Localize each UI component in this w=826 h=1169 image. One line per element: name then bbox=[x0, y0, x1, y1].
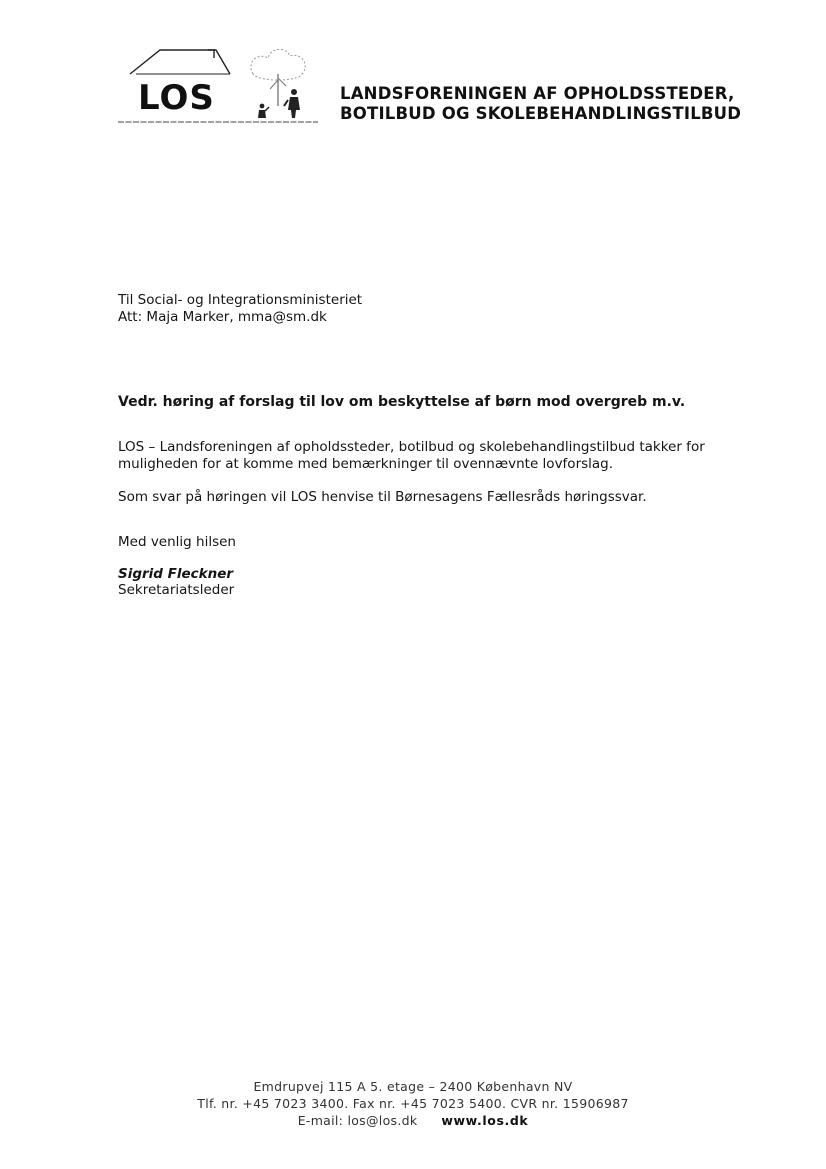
footer-contact: Tlf. nr. +45 7023 3400. Fax nr. +45 7023 5400. CVR nr. 15906987 bbox=[197, 1096, 629, 1111]
organization-name bbox=[340, 84, 741, 124]
closing-greeting: Med venlig hilsen bbox=[118, 534, 236, 550]
los-logo bbox=[118, 44, 323, 130]
signature-name: Sigrid Fleckner bbox=[118, 566, 234, 582]
body-paragraph-1 bbox=[118, 439, 705, 473]
footer-web-line bbox=[0, 1112, 826, 1129]
body-paragraph-2: Som svar på høringen vil LOS henvise til Børnesagens Fællesråds høringssvar. bbox=[118, 489, 647, 505]
paragraph-1-line-2: muligheden for at komme med bemærkninger til ovennævnte lovforslag. bbox=[118, 456, 614, 472]
paragraph-1-line-1: LOS – Landsforeningen af opholdssteder, botilbud og skolebehandlingstilbud takker for bbox=[118, 439, 705, 455]
recipient-line-2: Att: Maja Marker, mma@sm.dk bbox=[118, 309, 327, 325]
org-name-line-1: LANDSFORENINGEN AF OPHOLDSSTEDER, bbox=[340, 84, 735, 103]
org-name-line-2: BOTILBUD OG SKOLEBEHANDLINGSTILBUD bbox=[340, 104, 742, 123]
letterhead-footer bbox=[0, 1078, 826, 1129]
footer-address: Emdrupvej 115 A 5. etage – 2400 København NV bbox=[253, 1079, 573, 1094]
subject-line: Vedr. høring af forslag til lov om beskyttelse af børn mod overgreb m.v. bbox=[118, 394, 686, 410]
footer-email: E-mail: los@los.dk bbox=[297, 1113, 418, 1128]
recipient-line-1: Til Social- og Integrationsministeriet bbox=[118, 292, 363, 308]
recipient-block bbox=[118, 292, 362, 326]
signature-title: Sekretariatsleder bbox=[118, 582, 235, 598]
footer-website: www.los.dk bbox=[441, 1113, 529, 1128]
logo-text: LOS bbox=[138, 78, 215, 118]
